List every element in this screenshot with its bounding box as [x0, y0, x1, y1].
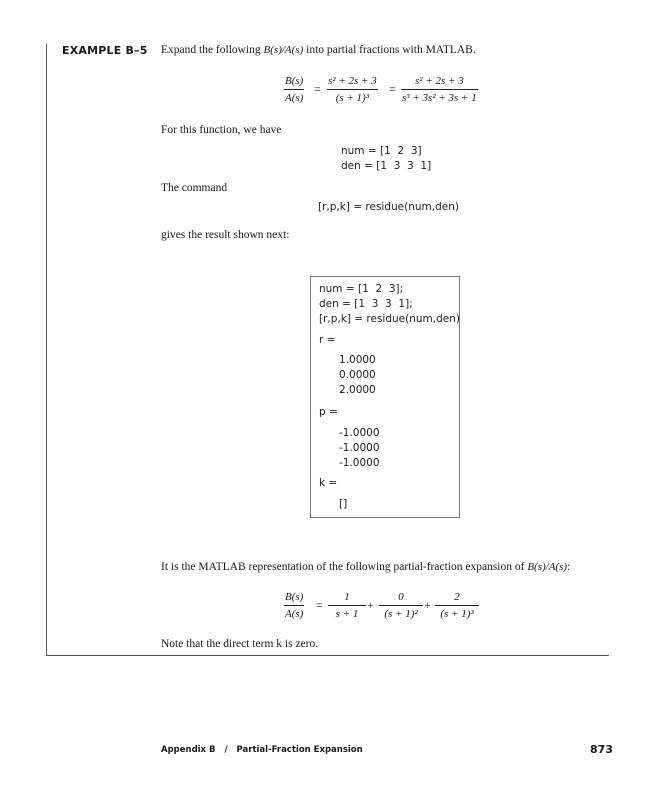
footer-section: Partial-Fraction Expansion: [236, 745, 363, 755]
eq1-lhs-num: B(s): [285, 75, 304, 87]
residue-command: [r,p,k] = residue(num,den): [318, 201, 459, 213]
expansion-post: :: [567, 561, 571, 573]
direct-term-note: Note that the direct term k is zero.: [161, 638, 319, 650]
eq2-equals: =: [316, 598, 323, 612]
r-value-2: 0.0000: [339, 369, 376, 381]
eq2-term1-den: s + 1: [328, 605, 366, 620]
for-this-text: For this function, we have: [161, 124, 282, 136]
eq2-term1-fraction: [328, 591, 366, 620]
eq1-rhs-fraction: [401, 75, 478, 104]
example-label: EXAMPLE B–5: [62, 44, 148, 57]
eq1-equals-2: =: [389, 82, 396, 96]
num-assignment: num = [1 2 3]: [341, 145, 422, 157]
footer-running-head: [161, 745, 363, 755]
eq1-rhs-den: s³ + 3s² + 3s + 1: [401, 89, 478, 104]
eq2-term2-fraction: [379, 591, 423, 620]
p-label: p =: [319, 406, 338, 418]
gives-result-text: gives the result shown next:: [161, 229, 290, 241]
p-value-2: -1.0000: [339, 442, 380, 454]
eq1-lhs-fraction: [284, 75, 304, 104]
eq2-term2-den: (s + 1)²: [379, 605, 423, 620]
r-label: r =: [319, 334, 336, 346]
eq1-equals-1: =: [314, 82, 321, 96]
eq2-term3-den: (s + 1)³: [435, 605, 479, 620]
eq2-term3-fraction: [435, 591, 479, 620]
expansion-sentence: [161, 561, 570, 573]
eq2-term1-num: 1: [344, 591, 350, 603]
box-line-num: num = [1 2 3];: [319, 283, 404, 295]
den-assignment: den = [1 3 3 1]: [341, 160, 432, 172]
eq1-lhs-den: A(s): [284, 89, 304, 104]
example-end-rule: [46, 655, 609, 656]
k-value: []: [339, 498, 348, 510]
the-command-text: The command: [161, 182, 228, 194]
eq2-term2-num: 0: [398, 591, 404, 603]
intro-pre: Expand the following: [161, 44, 264, 56]
left-margin-rule: [46, 44, 47, 656]
eq2-term3-num: 2: [454, 591, 460, 603]
eq1-mid-den: (s + 1)³: [327, 89, 378, 104]
example-intro: [161, 44, 476, 56]
r-value-1: 1.0000: [339, 354, 376, 366]
expansion-pre: It is the MATLAB representation of the following partial-fraction expansion of: [161, 561, 528, 573]
box-line-den: den = [1 3 3 1];: [319, 298, 413, 310]
eq2-lhs-den: A(s): [284, 605, 304, 620]
eq2-plus-2: +: [424, 598, 431, 612]
eq1-mid-fraction: [327, 75, 378, 104]
k-label: k =: [319, 477, 338, 489]
intro-post: into partial fractions with MATLAB.: [303, 44, 476, 56]
eq2-plus-1: +: [367, 598, 374, 612]
eq1-mid-num: s² + 2s + 3: [328, 75, 377, 87]
footer-appendix: Appendix B: [161, 745, 216, 755]
footer-separator: /: [224, 745, 228, 755]
eq2-lhs-fraction: [284, 591, 304, 620]
expansion-expr: B(s)/A(s): [527, 561, 568, 573]
p-value-3: -1.0000: [339, 457, 380, 469]
page-number: 873: [590, 743, 613, 756]
box-line-residue: [r,p,k] = residue(num,den): [319, 313, 460, 325]
matlab-output-box: [310, 276, 460, 518]
intro-expr: B(s)/A(s): [263, 44, 304, 56]
p-value-1: -1.0000: [339, 427, 380, 439]
eq1-rhs-num: s² + 2s + 3: [415, 75, 464, 87]
r-value-3: 2.0000: [339, 384, 376, 396]
eq2-lhs-num: B(s): [285, 591, 304, 603]
